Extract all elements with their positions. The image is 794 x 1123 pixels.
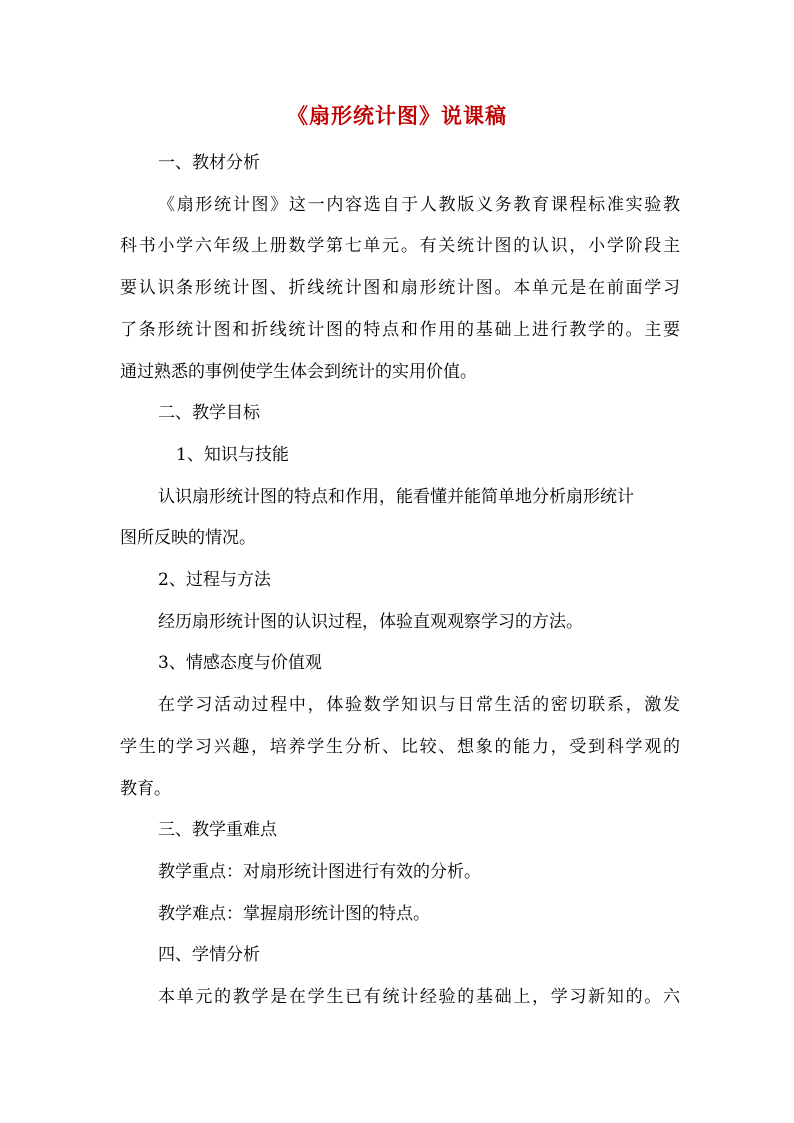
- paragraph-line: 学生的学习兴趣，培养学生分析、比较、想象的能力，受到科学观的: [120, 736, 680, 757]
- document-title: 《扇形统计图》说课稿: [287, 103, 507, 128]
- paragraph-line: 教育。: [120, 778, 171, 799]
- section-heading-student-analysis: 四、学情分析: [158, 945, 260, 966]
- paragraph-line: 本单元的教学是在学生已有统计经验的基础上，学习新知的。六: [158, 987, 680, 1008]
- paragraph-line: 教学重点：对扇形统计图进行有效的分析。: [158, 861, 481, 882]
- paragraph-line: 《扇形统计图》这一内容选自于人教版义务教育课程标准实验教: [158, 194, 680, 215]
- subheading-process-method: 2、过程与方法: [158, 570, 271, 591]
- subheading-attitude-values: 3、情感态度与价值观: [158, 653, 322, 674]
- subheading-knowledge-skills: 1、知识与技能: [176, 444, 289, 465]
- section-heading-textbook-analysis: 一、教材分析: [158, 153, 260, 173]
- paragraph-line: 认识扇形统计图的特点和作用，能看懂并能简单地分析扇形统计: [158, 486, 634, 507]
- paragraph-line: 了条形统计图和折线统计图的特点和作用的基础上进行教学的。主要: [120, 319, 680, 340]
- paragraph-line: 通过熟悉的事例使学生体会到统计的实用价值。: [120, 361, 477, 382]
- paragraph-line: 经历扇形统计图的认识过程，体验直观观察学习的方法。: [158, 611, 583, 632]
- paragraph-line: 图所反映的情况。: [120, 528, 256, 549]
- paragraph-line: 教学难点：掌握扇形统计图的特点。: [158, 903, 430, 924]
- section-heading-key-difficult-points: 三、教学重难点: [158, 820, 277, 841]
- document-body: [120, 143, 680, 1019]
- paragraph-line: 在学习活动过程中，体验数学知识与日常生活的密切联系，激发: [158, 695, 680, 716]
- paragraph-line: 要认识条形统计图、折线统计图和扇形统计图。本单元是在前面学习: [120, 278, 680, 299]
- section-heading-teaching-goals: 二、教学目标: [158, 403, 260, 424]
- paragraph-line: 科书小学六年级上册数学第七单元。有关统计图的认识，小学阶段主: [120, 236, 680, 257]
